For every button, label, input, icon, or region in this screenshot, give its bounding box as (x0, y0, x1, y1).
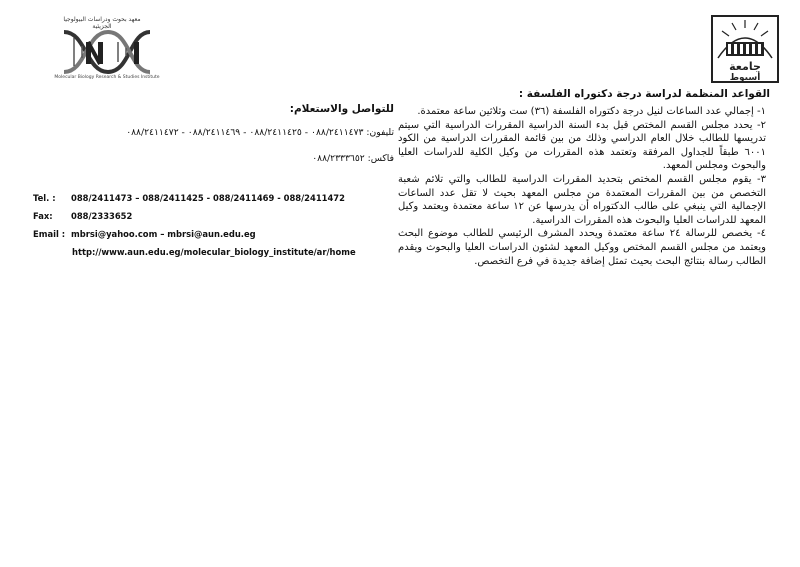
rule-text: يقوم مجلس القسم المختص بتحديد المقررات الدراسية للطالب والتي تلائم شعبة التخصص من بين المقررات المعتمدة من مجلس المعهد بحيث لا تقل عدد الساعات الإجمالية التي ينبغي على طالب الدكتوراه أن يدرسها عن ١٢ ساعة معتمدة ويعتمد وكيل المعهد للدراسات العليا والبحوث هذه المقررات الدراسية. (398, 173, 766, 226)
rule-text: إجمالي عدد الساعات لنيل درجة دكتوراه الفلسفة (٣٦) ست وثلاثين ساعة معتمدة. (417, 106, 754, 117)
rule-item (398, 119, 766, 173)
arabic-fax-number: فاكس: ٠٨٨/٢٣٣٣٦٥٢ (312, 153, 394, 164)
institute-logo-arabic: معهد بحوث ودراسات البيولوجيا الجزيئية (63, 16, 141, 30)
rule-text: يحدد مجلس القسم المختص قبل بدء السنة الدراسية المقررات الدراسية التي سيتم تدريسها للطالب خلال العام الدراسي وذلك من بين قائمة المقررات الدراسية من الكود ٦٠٠١ طبقاً للجداول المرفقة وتعتمد هذه المقررات من وكيل الكلية للدراسات العليا والبحوث ومجلس المعهد. (398, 119, 766, 172)
website-link[interactable]: http://www.aun.edu.eg/molecular_biology_institute/ar/home (72, 247, 356, 257)
rules-title: القواعد المنظمة لدراسة درجة دكتوراه الفلسفة : (518, 88, 770, 100)
rule-item (398, 227, 766, 268)
rule-text: يخصص للرسالة ٢٤ ساعة معتمدة ويحدد المشرف الرئيسي للطالب موضوع البحث ويعتمد من مجلس القسم المختص ووكيل المعهد لشئون الدراسات العليا والبحوث ويقدم الطالب رسالة بنتائج البحث بحيث تمثل إضافة جديدة في فرع التخصص. (398, 228, 766, 267)
rule-number: ٢- (757, 119, 766, 131)
english-email-line (33, 229, 256, 239)
svg-text:أسيوط: أسيوط (729, 73, 761, 83)
svg-text:جامعة: جامعة (729, 60, 761, 73)
arabic-phone-numbers: تليفون: ٠٨٨/٢٤١١٤٧٣ - ٠٨٨/٢٤١١٤٢٥ - ٠٨٨/٢٤١١٤٦٩ - ٠٨٨/٢٤١١٤٧٢ (126, 127, 394, 138)
rule-number: ٣- (757, 173, 766, 185)
tel-value: 088/2411473 – 088/2411425 - 088/2411469 - 088/2411472 (71, 193, 345, 203)
fax-value: 088/2333652 (71, 211, 133, 221)
rule-item (398, 173, 766, 227)
email-label: Email : (33, 229, 66, 239)
rules-list (398, 105, 766, 268)
english-fax-line (33, 211, 132, 221)
email-value[interactable]: mbrsi@yahoo.com – mbrsi@aun.edu.eg (71, 229, 256, 239)
contact-title: للتواصل والاستعلام: (289, 103, 394, 115)
assiut-university-logo (708, 12, 782, 86)
english-phone-line (33, 193, 345, 203)
institute-logo-caption: Molecular Biology Research & Studies Institute (54, 75, 160, 80)
rule-number: ٤- (757, 228, 767, 240)
rule-item (398, 105, 766, 119)
rule-number: ١- (757, 106, 766, 117)
tel-label: Tel. : (33, 193, 56, 203)
fax-label: Fax: (33, 211, 53, 221)
